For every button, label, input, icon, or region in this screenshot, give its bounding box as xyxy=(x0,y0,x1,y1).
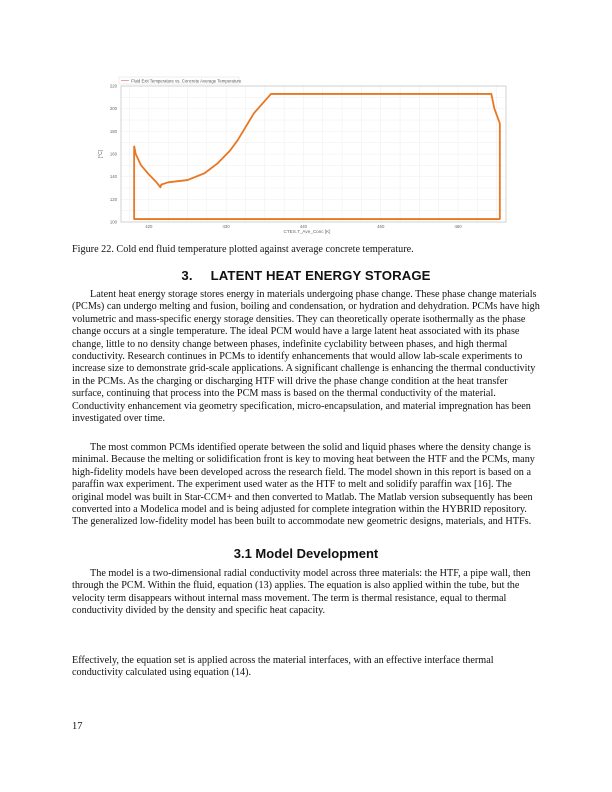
paragraph: The model is a two-dimensional radial conductivity model across three materials: the HTF, a pipe wall, then through the PCM. Within the fluid, equation (13) applies. The equation is also applied within the tube, but the velocity term disappears without internal mass movement. The term is thermal resistance, equal to thermal conductivity divided by the density and specific heat capacity. xyxy=(72,568,531,617)
svg-text:460: 460 xyxy=(454,224,462,229)
svg-text:180: 180 xyxy=(109,128,117,134)
svg-text:120: 120 xyxy=(109,196,117,202)
svg-text:420: 420 xyxy=(145,224,153,229)
section-title: LATENT HEAT ENERGY STORAGE xyxy=(210,268,431,283)
legend-label: Fluid Exit Temperature vs. Concrete Average Temperature xyxy=(131,78,242,84)
chart-legend xyxy=(119,77,242,84)
x-axis-label: CTES.T_Ave_Conc [K] xyxy=(283,229,331,234)
y-axis-label: [°C] xyxy=(98,149,104,159)
svg-text:140: 140 xyxy=(109,174,117,180)
svg-text:160: 160 xyxy=(109,151,117,157)
series-line xyxy=(134,94,500,219)
line-chart xyxy=(80,40,520,236)
subsection-heading: 3.1 Model Development xyxy=(233,546,379,561)
svg-text:430: 430 xyxy=(222,224,230,229)
figure-22-chart xyxy=(80,40,520,236)
paragraph: The most common PCMs identified operate between the solid and liquid phases where the density change is minimal. Because the melting or solidification front is key to moving heat between the HTF and the PCMs, many high-fidelity models have been developed across the research field. The model shown in this report is based on a paraffin wax experiment. The experiment used water as the HTF to melt and solidify paraffin wax [16]. The original model was built in Star-CCM+ and then converted to Matlab. The Matlab version subsequently has been converted into a Modelica model and is being adjusted for complete integration within the HYBRID repository. The generalized low-fidelity model has been built to accommodate new geometric designs, materials, and HTFs. xyxy=(72,442,535,528)
section-heading xyxy=(0,268,612,283)
paragraph: Effectively, the equation set is applied across the material interfaces, with an effective interface thermal conductivity calculated using equation (14). xyxy=(72,655,494,679)
page-number: 17 xyxy=(72,721,83,732)
svg-text:450: 450 xyxy=(377,224,385,229)
svg-text:440: 440 xyxy=(299,224,308,229)
paragraph: Latent heat energy storage stores energy in materials undergoing phase change. These phase change materials (PCMs) can undergo melting and fusion, boiling and condensation, or hydration and dehydration. PCMs have high volumetric and mass-specific energy storage densities. They can theoretically operate isothermally as the phase change occurs at a single temperature. The ideal PCM would have a large latent heat associated with its phase change, little to no density change between phases, indefinite cyclability between phases, and high thermal conductivity. Research continues in PCMs to identify enhancements that would allow lab-scale experiments to increase size to demonstrate grid-scale applications. A significant challenge is enhancing the thermal conductivity in the PCMs. As the charging or discharging HTF will drive the phase change condition at the heat transfer surface, continuing that process into the PCM mass is based on the thermal conductivity of the material. Conductivity enhancement via geometry specification, micro-encapsulation, and material impregnation has been investigated over time. xyxy=(72,289,540,425)
y-axis-ticks xyxy=(110,84,118,225)
svg-text:100: 100 xyxy=(109,219,117,225)
chart-grid xyxy=(121,86,506,222)
svg-text:220: 220 xyxy=(109,83,117,89)
figure-caption: Figure 22. Cold end fluid temperature plotted against average concrete temperature. xyxy=(72,244,414,255)
section-number: 3. xyxy=(181,268,193,283)
svg-text:200: 200 xyxy=(109,106,117,112)
